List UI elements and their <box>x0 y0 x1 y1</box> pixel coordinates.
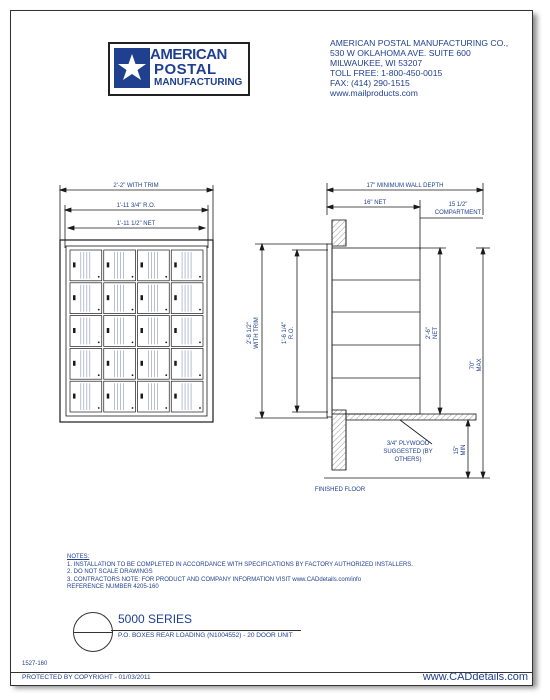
dim-net-depth: 16" NET <box>363 200 387 206</box>
hinge-dot <box>98 342 100 344</box>
hinge-dot <box>132 407 134 409</box>
dim-min-value: 15" <box>454 445 460 455</box>
lock-icon <box>141 328 144 333</box>
notes-heading: NOTES: <box>67 554 90 560</box>
company-fax: FAX: (414) 290-1515 <box>330 78 410 88</box>
dim-height-net-label: NET <box>433 327 439 339</box>
note-item: 1. INSTALLATION TO BE COMPLETED IN ACCORDANCE WITH SPECIFICATIONS BY FACTORY AUTHORIZED INSTALLERS. <box>67 561 413 568</box>
hinge-dot <box>165 309 167 311</box>
dim-with-trim: 2'-2" WITH TRIM <box>113 183 159 189</box>
hinge-dot <box>199 342 201 344</box>
lock-icon <box>73 394 76 399</box>
lock-icon <box>141 394 144 399</box>
hinge-dot <box>199 276 201 278</box>
dim-height-net-value: 2'-6" <box>426 327 432 339</box>
lock-icon <box>73 295 76 300</box>
company-tollfree: TOLL FREE: 1-800-450-0015 <box>330 68 443 78</box>
hinge-dot <box>98 374 100 376</box>
lock-icon <box>174 295 177 300</box>
company-address-1: 530 W OKLAHOMA AVE. SUITE 600 <box>330 48 471 58</box>
copyright-text: PROTECTED BY COPYRIGHT - 01/03/2011 <box>22 674 151 681</box>
series-title: 5000 SERIES <box>118 612 193 626</box>
hinge-dot <box>132 276 134 278</box>
hinge-dot <box>98 309 100 311</box>
hinge-dot <box>165 374 167 376</box>
lock-icon <box>107 328 110 333</box>
logo-line-3: MANUFACTURING <box>154 77 243 88</box>
dim-height-ro-label: R.O. <box>289 326 295 340</box>
lock-icon <box>107 295 110 300</box>
mailbox-door-grid <box>70 250 203 412</box>
title-circle <box>73 612 113 652</box>
logo-line-1: AMERICAN <box>150 46 227 63</box>
plywood-note-3: OTHERS) <box>394 457 422 463</box>
company-name: AMERICAN POSTAL MANUFACTURING CO., <box>330 38 509 48</box>
hinge-dot <box>199 407 201 409</box>
hinge-dot <box>199 309 201 311</box>
note-item: 2. DO NOT SCALE DRAWINGS <box>67 569 153 576</box>
hinge-dot <box>132 342 134 344</box>
dim-max-label: MAX <box>477 358 483 372</box>
series-subtitle: P.O. BOXES REAR LOADING (N1004552) - 20 DOOR UNIT <box>118 632 293 639</box>
lock-icon <box>174 361 177 366</box>
dim-ro: 1'-11 3/4" R.O. <box>116 203 156 209</box>
lock-icon <box>73 328 76 333</box>
plywood-note-2: SUGGESTED (BY <box>383 449 433 455</box>
hinge-dot <box>165 407 167 409</box>
lock-icon <box>73 262 76 267</box>
dim-wall-depth: 17" MINIMUM WALL DEPTH <box>366 183 444 189</box>
lock-icon <box>174 262 177 267</box>
notes-block <box>67 554 413 592</box>
dim-height-trim-value: 2'-8 1/2" <box>247 322 253 344</box>
plywood-note-1: 3/4" PLYWOOD <box>386 441 430 447</box>
note-item: REFERENCE NUMBER 4205-160 <box>67 584 159 591</box>
lock-icon <box>107 262 110 267</box>
cad-details-link[interactable]: www.CADdetails.com <box>422 671 528 683</box>
lock-icon <box>73 361 76 366</box>
dim-compartment-label: COMPARTMENT <box>434 210 482 216</box>
lock-icon <box>107 394 110 399</box>
hinge-dot <box>132 374 134 376</box>
lock-icon <box>141 295 144 300</box>
dim-min-label: MIN <box>461 444 467 456</box>
note-item: 3. CONTRACTORS NOTE: FOR PRODUCT AND COMPANY INFORMATION VISIT www.CADdetails.com/info <box>67 576 362 583</box>
dim-max-value: 70" <box>470 360 476 370</box>
title-divider <box>111 630 301 631</box>
hinge-dot <box>165 276 167 278</box>
dim-height-ro-value: 1'-6 1/4" <box>282 322 288 344</box>
lock-icon <box>174 394 177 399</box>
dim-compartment-value: 15 1/2" <box>448 202 468 208</box>
company-address-2: MILWAUKEE, WI 53207 <box>330 58 423 68</box>
company-web: www.mailproducts.com <box>330 88 418 98</box>
lock-icon <box>174 328 177 333</box>
hinge-dot <box>98 407 100 409</box>
finished-floor-label: FINISHED FLOOR <box>314 487 366 493</box>
lock-icon <box>141 262 144 267</box>
hinge-dot <box>199 374 201 376</box>
reference-number: 1527-160 <box>22 661 48 667</box>
hinge-dot <box>132 309 134 311</box>
lock-icon <box>107 361 110 366</box>
dim-net: 1'-11 1/2" NET <box>116 221 156 227</box>
lock-icon <box>141 361 144 366</box>
dim-height-trim-label: WITH TRIM <box>254 317 260 349</box>
hinge-dot <box>98 276 100 278</box>
logo-line-2: POSTAL <box>154 61 217 78</box>
hinge-dot <box>165 342 167 344</box>
